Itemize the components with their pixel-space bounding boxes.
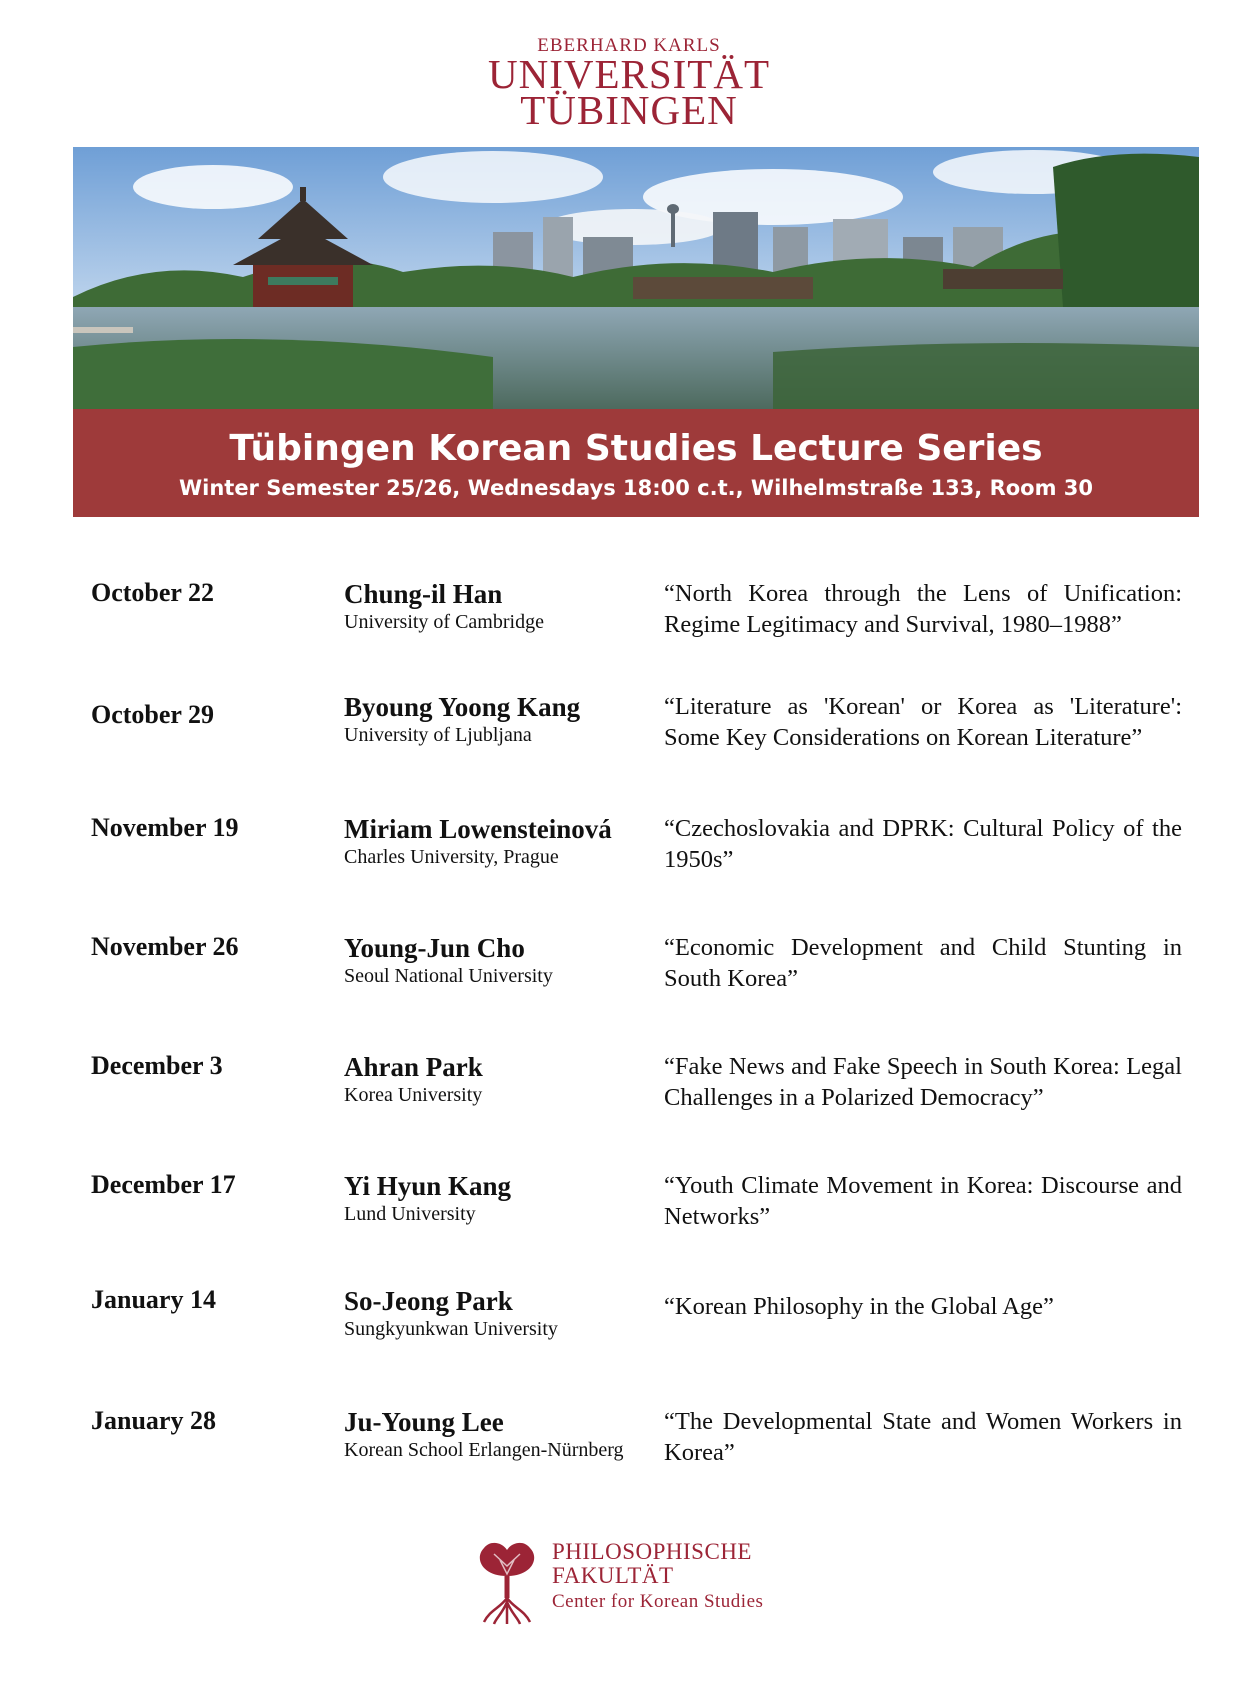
lecture-title: “Economic Development and Child Stunting in South Korea” (664, 934, 1182, 992)
page-subtitle: Winter Semester 25/26, Wednesdays 18:00 c.t., Wilhelmstraße 133, Room 30 (178, 476, 1094, 500)
lecture-row (0, 578, 1260, 668)
lecture-row (0, 1051, 1260, 1141)
lecture-title: “Literature as 'Korean' or Korea as 'Literature': Some Key Considerations on Korean Literature” (664, 693, 1182, 751)
lecture-date: December 3 (91, 1051, 223, 1080)
lecture-speaker (344, 932, 644, 988)
lecture-speaker (344, 578, 644, 634)
tree-icon (472, 1536, 542, 1626)
speaker-name: Miriam Lowensteinová (344, 814, 612, 844)
speaker-name: So-Jeong Park (344, 1286, 513, 1316)
lecture-row (0, 1406, 1260, 1496)
lecture-row (0, 691, 1260, 781)
lecture-speaker (344, 1285, 644, 1341)
lecture-title: “Youth Climate Movement in Korea: Discourse and Networks” (664, 1172, 1182, 1230)
lecture-row (0, 932, 1260, 1022)
lecture-speaker (344, 1170, 644, 1226)
lecture-title: “Korean Philosophy in the Global Age” (664, 1293, 1054, 1320)
speaker-affiliation: Korean School Erlangen-Nürnberg (344, 1439, 624, 1461)
speaker-affiliation: Sungkyunkwan University (344, 1318, 558, 1340)
speaker-name: Young-Jun Cho (344, 933, 525, 963)
lecture-title: “The Developmental State and Women Workers in Korea” (664, 1408, 1182, 1466)
logo-line-1: EBERHARD KARLS (537, 35, 721, 56)
faculty-line-3: Center for Korean Studies (552, 1591, 764, 1612)
lecture-row (0, 1170, 1260, 1260)
lecture-date: November 26 (91, 932, 239, 961)
title-banner (73, 409, 1199, 517)
logo-line-3: TÜBINGEN (520, 87, 738, 133)
lecture-speaker (344, 1406, 644, 1462)
faculty-logo (458, 1530, 808, 1640)
logo-line-2: UNIVERSITÄT (487, 51, 771, 97)
hero-photo (73, 147, 1199, 409)
speaker-affiliation: University of Cambridge (344, 611, 544, 633)
page-title: Tübingen Korean Studies Lecture Series (229, 428, 1043, 469)
speaker-name: Ju-Young Lee (344, 1407, 504, 1437)
lecture-date: October 22 (91, 578, 214, 607)
speaker-name: Ahran Park (344, 1052, 483, 1082)
lecture-date: October 29 (91, 700, 214, 729)
lecture-title: “Czechoslovakia and DPRK: Cultural Policy of the 1950s” (664, 815, 1182, 873)
lecture-row (0, 813, 1260, 903)
lecture-date: January 14 (91, 1285, 216, 1314)
lecture-title: “North Korea through the Lens of Unification: Regime Legitimacy and Survival, 1980–1988” (664, 580, 1182, 638)
speaker-affiliation: Charles University, Prague (344, 846, 559, 868)
speaker-affiliation: University of Ljubljana (344, 724, 532, 746)
lecture-title: “Fake News and Fake Speech in South Korea: Legal Challenges in a Polarized Democracy” (664, 1053, 1182, 1111)
speaker-name: Yi Hyun Kang (344, 1171, 512, 1201)
speaker-affiliation: Lund University (344, 1203, 476, 1225)
lecture-row (0, 1285, 1260, 1375)
lecture-speaker (344, 1051, 644, 1107)
lecture-date: December 17 (91, 1170, 236, 1199)
university-logo (476, 10, 782, 133)
lecture-speaker (344, 813, 644, 869)
lecture-date: November 19 (91, 813, 239, 842)
speaker-name: Byoung Yoong Kang (344, 692, 581, 722)
faculty-line-2: FAKULTÄT (552, 1563, 674, 1588)
lecture-date: January 28 (91, 1406, 216, 1435)
speaker-affiliation: Korea University (344, 1084, 483, 1106)
lecture-speaker (344, 691, 644, 747)
faculty-line-1: PHILOSOPHISCHE (552, 1539, 752, 1564)
speaker-affiliation: Seoul National University (344, 965, 553, 987)
speaker-name: Chung-il Han (344, 579, 503, 609)
